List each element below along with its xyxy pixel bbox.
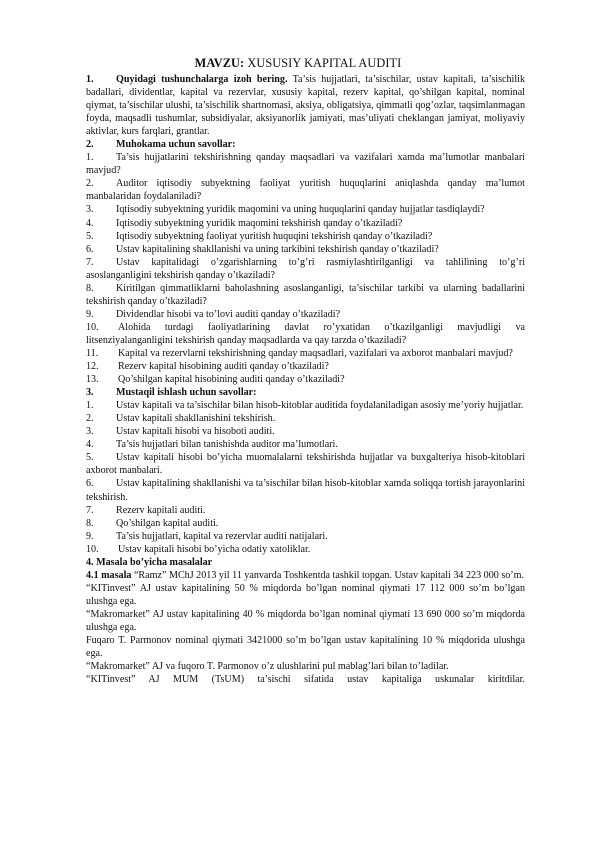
paragraph bbox=[86, 203, 525, 216]
paragraph-text: Ustav kapitali va ta’sischilar bilan hisob-kitoblar auditida foydalaniladigan asosiy me’yoriy hujjatlar. bbox=[116, 400, 524, 412]
paragraph-text: Dividendlar hisobi va to’lovi auditi qanday o’tkaziladi? bbox=[116, 308, 341, 320]
paragraph bbox=[86, 138, 525, 151]
paragraph-number: 1. bbox=[86, 152, 94, 164]
paragraph bbox=[86, 504, 525, 517]
paragraph-number: 2. bbox=[86, 139, 94, 151]
paragraph bbox=[86, 543, 525, 556]
paragraph-number: 11. bbox=[86, 347, 99, 359]
paragraph-number: 1. bbox=[86, 74, 94, 85]
paragraph bbox=[86, 556, 525, 569]
paragraph-number: 3. bbox=[86, 204, 94, 216]
paragraph-number: 3. bbox=[86, 426, 94, 438]
paragraph-number: 5. bbox=[86, 452, 94, 464]
paragraph-text: Kiritilgan qimmatliklarni baholashning asoslanganligi, ta’sischilar tarkibi va ularning badallarini tekshirish qanday o’tkaziladi? bbox=[86, 282, 525, 307]
title-rest: XUSUSIY KAPITAL AUDITI bbox=[244, 56, 402, 70]
paragraph-number: 8. bbox=[86, 517, 94, 529]
paragraph-text: “Makromarket” AJ va fuqoro T. Parmonov o’z ulushlarini pul mablag’lari bilan to’ladilar. bbox=[86, 661, 449, 673]
paragraph-text: Iqtisodiy subyektning faoliyat yuritish huquqini tekshirish qanday o’tkaziladi? bbox=[116, 230, 433, 242]
paragraph-text: Ustav kapitalining shakllanishi va uning tarkibini tekshirish qanday o’tkaziladi? bbox=[116, 243, 439, 255]
paragraph-text: Ta’sis hujjatlari bilan tanishishda auditor ma’lumotlari. bbox=[116, 439, 338, 451]
paragraph bbox=[86, 530, 525, 543]
paragraph-text: Ustav kapitali hisobi bo’yicha odatiy xatoliklar. bbox=[118, 543, 311, 555]
paragraph-text: Ustav kapitalidagi o’zgarishlarning to’g’ri rasmiylashtirilganligi va tahlilining to’g’ri asoslanganligini tekshirish qanday o’tkaziladi? bbox=[86, 256, 525, 281]
paragraph bbox=[86, 425, 525, 438]
paragraph bbox=[86, 412, 525, 425]
paragraph bbox=[86, 399, 525, 412]
paragraph bbox=[86, 256, 525, 282]
paragraph-text: Qo’shilgan kapital hisobining auditi qanday o’tkaziladi? bbox=[118, 374, 345, 386]
paragraph bbox=[86, 673, 525, 686]
paragraph-number: 4. bbox=[86, 439, 94, 451]
paragraph-number: 6. bbox=[86, 478, 94, 490]
paragraph bbox=[86, 230, 525, 243]
paragraph-text: Rezerv kapitali auditi. bbox=[116, 504, 206, 516]
paragraph-text: Fuqaro T. Parmonov nominal qiymati 3421000 so’m bo’lgan ustav kapitalining 10 % miqdorida ulushga ega. bbox=[86, 635, 525, 660]
paragraph bbox=[86, 477, 525, 503]
paragraph-number: 8. bbox=[86, 282, 94, 294]
paragraph bbox=[86, 360, 525, 373]
paragraph-number: 9. bbox=[86, 308, 94, 320]
paragraph-text: “KITinvest” AJ MUM (TsUM) ta’sischi sifatida ustav kapitaliga uskunalar kiritdilar. bbox=[86, 674, 525, 686]
paragraph bbox=[86, 321, 525, 347]
paragraph bbox=[86, 660, 525, 673]
paragraph-text: Ta’sis hujjatlari, kapital va rezervlar auditi natijalari. bbox=[116, 530, 328, 542]
paragraph-text: Iqtisodiy subyektning yuridik maqomini tekshirish qanday o’tkaziladi? bbox=[116, 217, 403, 229]
paragraph-text: Ustav kapitali hisobi va hisoboti auditi. bbox=[116, 426, 275, 438]
paragraph-number: 10. bbox=[86, 543, 99, 555]
paragraph-text: Kapital va rezervlarni tekshirishning qanday maqsadlari, vazifalari va axborot manbalari mavjud? bbox=[118, 347, 513, 359]
title-bold: MAVZU: bbox=[194, 56, 245, 70]
paragraph bbox=[86, 73, 525, 138]
paragraph bbox=[86, 373, 525, 386]
paragraph-number: 2. bbox=[86, 413, 94, 425]
document-body bbox=[86, 73, 525, 686]
paragraph bbox=[86, 582, 525, 608]
paragraph-text: Ustav kapitali shakllanishini tekshirish. bbox=[116, 413, 276, 425]
paragraph-number: 1. bbox=[86, 400, 94, 412]
paragraph bbox=[86, 282, 525, 308]
paragraph-text: Ta’sis hujjatlari, ta’sischilar, ustav kapitali, ta’sischilik badallari, dividentlar, kapital va rezervlar, xususiy kapital, rezerv kapital, qo’shilgan kapital, nominal qiymat, ta’sischilar ulushi, ta’sischilik shartnomasi, aksiya, obligatsiya, qimmatli qog’ozlar, taqsimlanmagan foyda, maqsadli tushumlar, subsidiyalar, aksiyanorlik jamiyati, mas’uliyati cheklangan jamiyat, moliyaviy aktivlar, kurs farqlari, grantlar. bbox=[86, 74, 526, 138]
paragraph-number: 13. bbox=[86, 374, 99, 386]
paragraph-number: 2. bbox=[86, 178, 94, 190]
paragraph-bold-text: 4. Masala bo’yicha masalalar bbox=[86, 556, 213, 568]
paragraph bbox=[86, 608, 525, 634]
paragraph-text: “KITinvest” AJ ustav kapitalining 50 % miqdorda bo’lgan nominal qiymati 17 112 000 so’m bo’lgan ulushga ega. bbox=[86, 582, 525, 607]
paragraph-number: 4. bbox=[86, 217, 94, 229]
paragraph-text: Qo’shilgan kapital auditi. bbox=[116, 517, 219, 529]
paragraph bbox=[86, 569, 525, 582]
page-title bbox=[0, 56, 596, 71]
paragraph bbox=[86, 217, 525, 230]
paragraph-bold-text: Quyidagi tushunchalarga izoh bering. bbox=[116, 74, 288, 85]
paragraph-number: 10. bbox=[86, 321, 99, 333]
paragraph-text: Rezerv kapital hisobining auditi qanday o’tkaziladi? bbox=[118, 361, 329, 373]
paragraph-number: 3. bbox=[86, 387, 94, 399]
paragraph-number: 7. bbox=[86, 504, 94, 516]
paragraph bbox=[86, 308, 525, 321]
paragraph-text: Alohida turdagi faoliyatlarining davlat ro’yxatidan o’tkazilganligi mavjudligi va litsenziyalanganligini tekshirish qanday maqsadlarda va qay tarzda o’tkaziladi? bbox=[86, 321, 525, 346]
paragraph-number: 12. bbox=[86, 361, 99, 373]
paragraph-number: 5. bbox=[86, 230, 94, 242]
paragraph-text: Ustav kapitali hisobi bo’yicha muomalalarni tekshirishda hujjatlar va buxgalteriya hisob-kitoblari axborot manbalari. bbox=[86, 452, 525, 477]
paragraph-text: “Makromarket” AJ ustav kapitalining 40 % miqdorda bo’lgan nominal qiymati 13 690 000 so’m miqdorda ulushga ega. bbox=[86, 608, 525, 633]
paragraph-text: Auditor iqtisodiy subyektning faoliyat yuritish huquqlarini aniqlashda qanday ma’lumot manbalaridan foydalaniladi? bbox=[86, 178, 525, 203]
paragraph-number: 7. bbox=[86, 256, 94, 268]
paragraph bbox=[86, 451, 525, 477]
paragraph-text: “Ramz” MChJ 2013 yil 11 yanvarda Toshkentda tashkil topgan. Ustav kapitali 34 223 000 so’m. bbox=[131, 569, 525, 581]
paragraph bbox=[86, 177, 525, 203]
paragraph bbox=[86, 517, 525, 530]
paragraph bbox=[86, 438, 525, 451]
paragraph-bold-text: 4.1 masala bbox=[86, 569, 132, 581]
paragraph-number: 6. bbox=[86, 243, 94, 255]
paragraph bbox=[86, 151, 525, 177]
paragraph-number: 9. bbox=[86, 530, 94, 542]
paragraph bbox=[86, 386, 525, 399]
paragraph-bold-text: Muhokama uchun savollar: bbox=[116, 139, 236, 151]
paragraph bbox=[86, 347, 525, 360]
paragraph-bold-text: Mustaqil ishlash uchun savollar: bbox=[116, 387, 257, 399]
paragraph bbox=[86, 634, 525, 660]
paragraph bbox=[86, 243, 525, 256]
paragraph-text: Ustav kapitalining shakllanishi va ta’sischilar bilan hisob-kitoblar xamda soliqqa tortish jarayonlarini tekshirish. bbox=[86, 478, 525, 503]
paragraph-text: Ta’sis hujjatlarini tekshirishning qanday maqsadlari va vazifalari xamda ma’lumotlar manbalari mavjud? bbox=[86, 152, 525, 177]
paragraph-text: Iqtisodiy subyektning yuridik maqomini va uning huquqlarini qanday hujjatlar tasdiqlaydi? bbox=[116, 204, 485, 216]
